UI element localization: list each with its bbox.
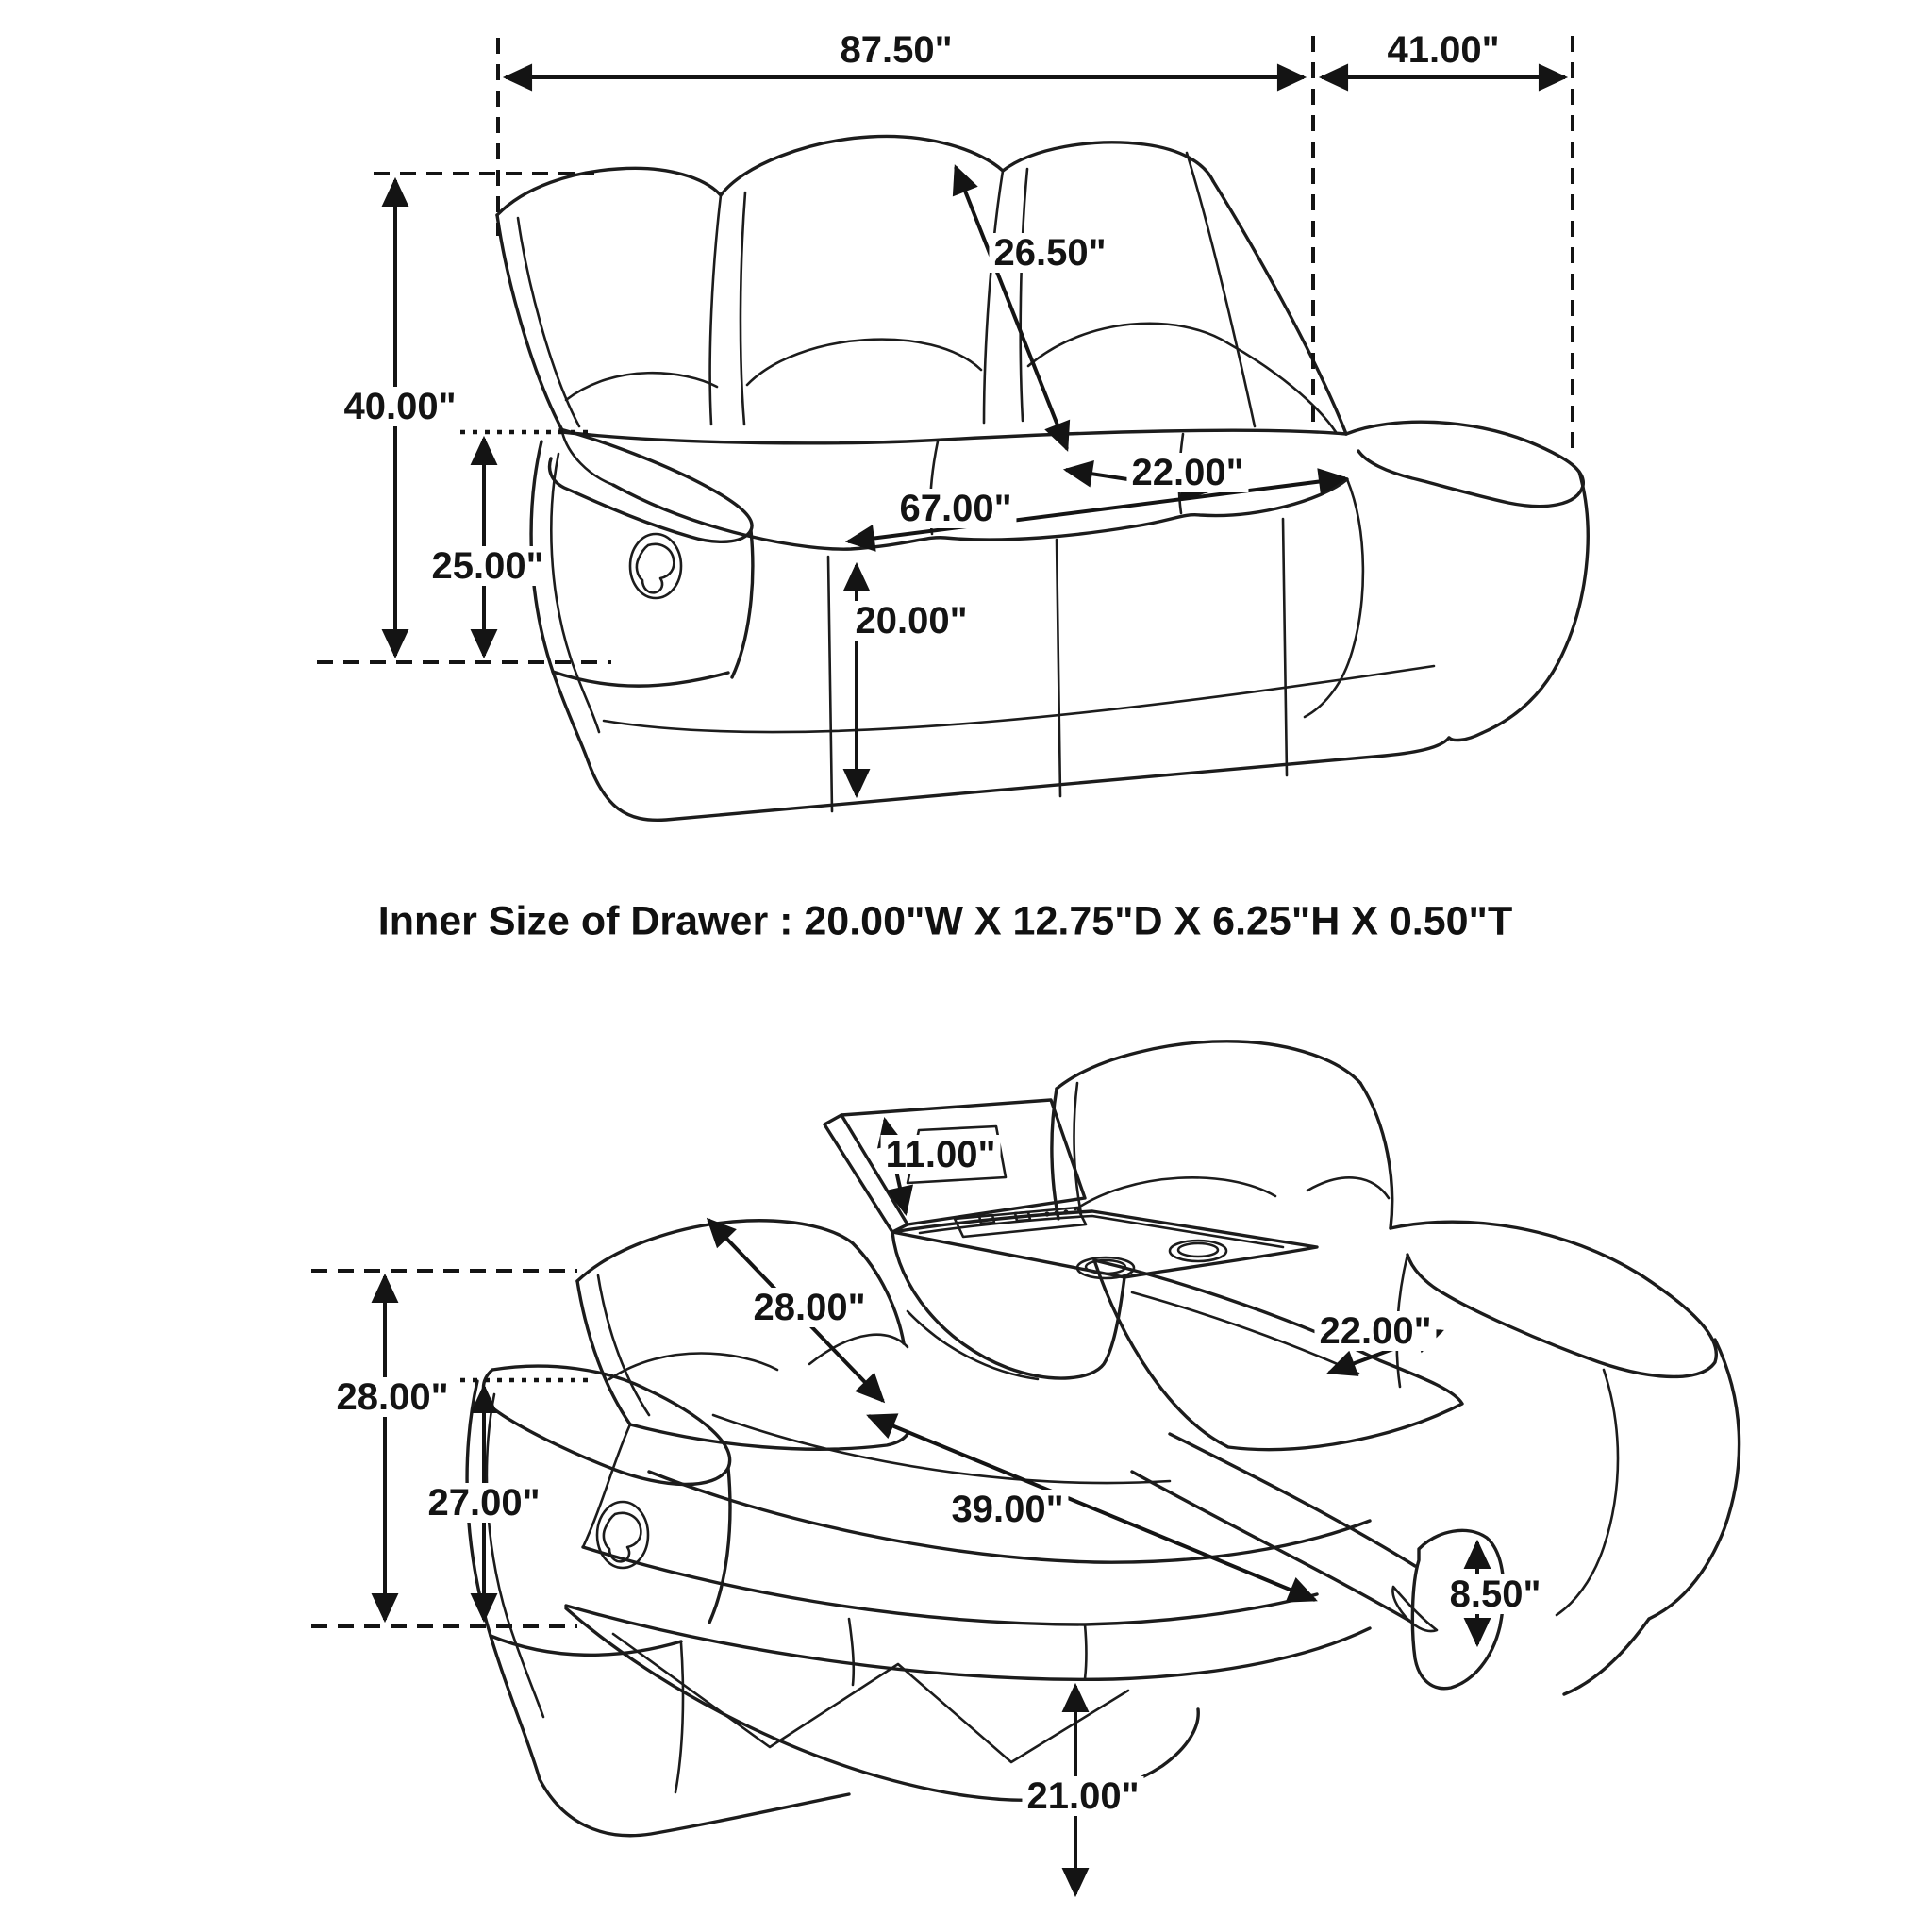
dim-footrest-pad-label: 8.50" [1445,1574,1546,1614]
dim-reclined-height-label: 28.00" [331,1377,453,1417]
dim-back-length-label: 26.50" [989,233,1110,273]
dim-extended-length-label: 39.00" [946,1490,1068,1529]
dim-overall-width-label: 87.50" [835,30,957,70]
cup-holder-icon [1170,1241,1226,1261]
dim-overall-depth-label: 41.00" [1382,30,1504,70]
upright-dimension-lines [317,36,1573,795]
drawer-size-note: Inner Size of Drawer : 20.00"W X 12.75"D X 6.25"H X 0.50"T [377,898,1513,944]
sofa-reclined-drawing [467,1041,1740,1836]
dim-overall-height-label: 40.00" [339,387,460,426]
dim-seat-depth-label: 22.00" [1126,453,1248,492]
dim-seat-width-label: 22.00" [1314,1311,1436,1351]
dim-seat-height-label: 20.00" [850,601,972,641]
recliner-handle-icon [630,534,681,598]
dim-footrest-gap-label: 21.00" [1022,1776,1143,1816]
dim-back-length-reclined-label: 28.00" [748,1288,870,1327]
dim-console-lid-label: 11.00" [881,1135,1001,1174]
dim-arm-height-reclined-label: 27.00" [423,1483,544,1523]
dim-inner-width-label: 67.00" [894,489,1016,528]
dim-arm-height-label: 25.00" [426,546,548,586]
